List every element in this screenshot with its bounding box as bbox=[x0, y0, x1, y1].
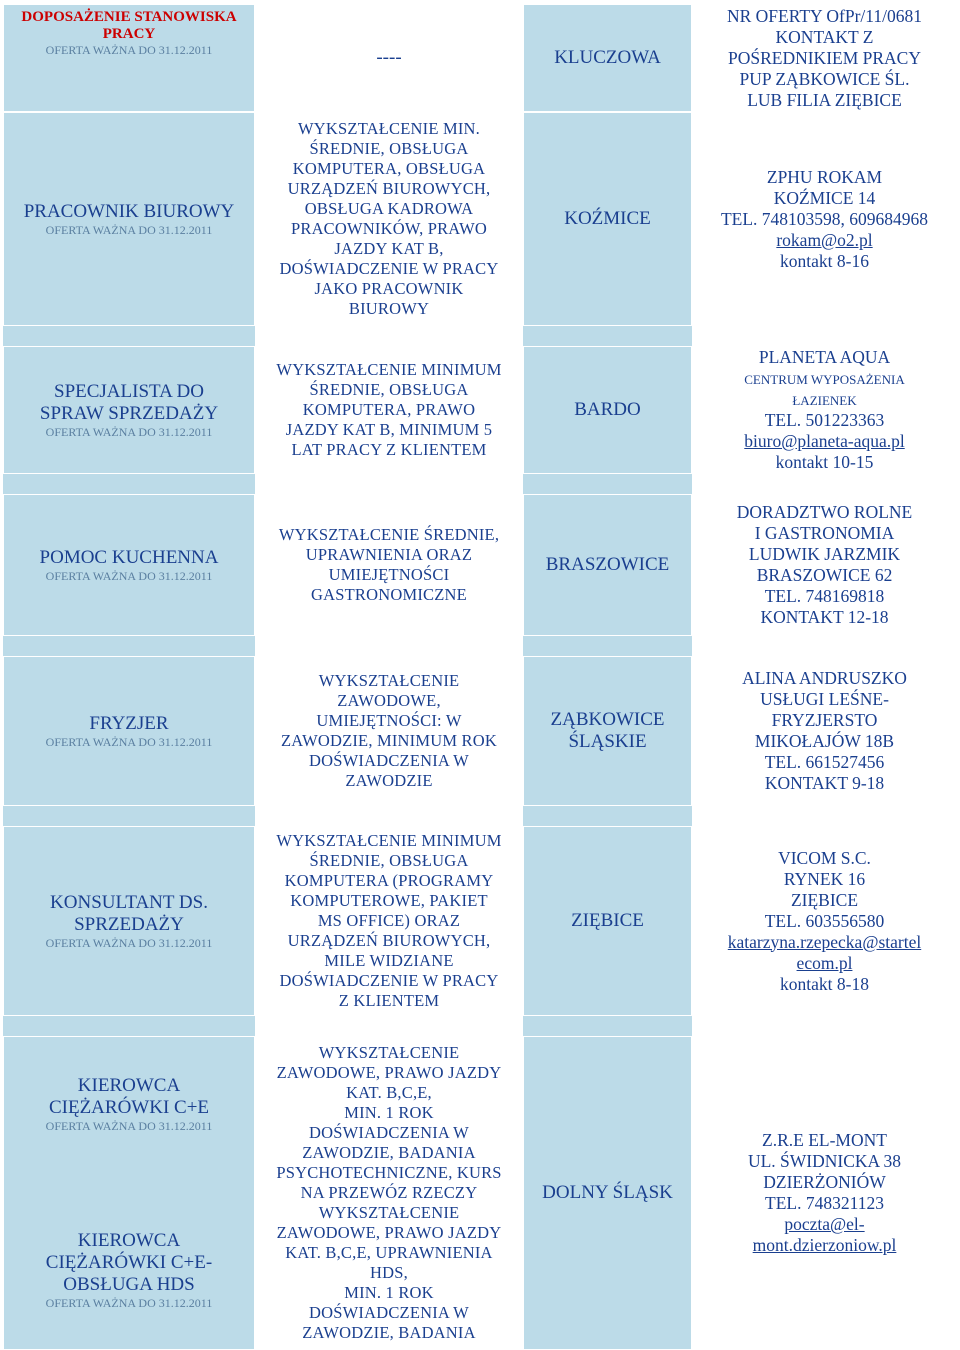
contact-subtitle bbox=[695, 389, 954, 410]
email-text[interactable]: biuro@planeta-aqua.pl bbox=[744, 431, 905, 451]
offer-row bbox=[3, 1036, 957, 1350]
location-name: ZIĘBICE bbox=[571, 910, 644, 931]
contact-line: FRYZJERSTO bbox=[771, 710, 878, 730]
header-row bbox=[3, 4, 957, 112]
position-title: KONSULTANT DS. bbox=[50, 891, 208, 913]
offer-row bbox=[3, 656, 957, 806]
requirement-line: WYKSZTAŁCENIE bbox=[318, 671, 460, 690]
contact-line: VICOM S.C. bbox=[778, 847, 871, 868]
location-name: ŚLĄSKIE bbox=[568, 731, 647, 752]
email-text[interactable]: rokam@o2.pl bbox=[776, 229, 873, 250]
contact-subtitle-text: ŁAZIENEK bbox=[792, 393, 857, 408]
row-separator bbox=[3, 474, 957, 494]
contact-line: Z.R.E EL-MONT bbox=[762, 1130, 887, 1150]
requirement-line: KOMPUTEROWE, PAKIET bbox=[290, 891, 488, 910]
contact-line: PLANETA AQUA bbox=[758, 347, 891, 367]
requirement-line: MILE WIDZIANE bbox=[324, 951, 454, 970]
position-title: OBSŁUGA HDS bbox=[63, 1274, 195, 1295]
contact-hours: kontakt 8-18 bbox=[780, 973, 869, 994]
requirement-line: KOMPUTERA, PRAWO bbox=[302, 400, 476, 419]
row-separator bbox=[3, 326, 957, 346]
requirement-line: JAZDY KAT B, MINIMUM 5 bbox=[285, 420, 493, 439]
separator-cell bbox=[3, 806, 255, 826]
requirement-line: GASTRONOMICZNE bbox=[311, 585, 467, 604]
offer-number: NR OFERTY OfPr/11/0681 bbox=[726, 5, 923, 26]
separator-cell bbox=[523, 1016, 692, 1036]
requirement-line: PRACOWNIKÓW, PRAWO bbox=[290, 219, 487, 238]
validity-note: OFERTA WAŻNA DO 31.12.2011 bbox=[45, 568, 213, 583]
requirements-cell bbox=[255, 112, 523, 326]
contact-line: TEL. 661527456 bbox=[764, 752, 885, 772]
requirement-line: DOŚWIADCZENIE W PRACY bbox=[279, 259, 499, 278]
position-title: KIEROWCA bbox=[77, 1075, 181, 1096]
contact-line: LUB FILIA ZIĘBICE bbox=[747, 89, 902, 110]
contact-line: ALINA ANDRUSZKO bbox=[742, 668, 907, 688]
contact-line: KONTAKT 12-18 bbox=[760, 607, 889, 627]
email-link[interactable] bbox=[695, 1214, 954, 1256]
email-text[interactable]: ecom.pl bbox=[796, 952, 853, 973]
header-location: KLUCZOWA bbox=[554, 47, 661, 68]
contact-hours: kontakt 8-16 bbox=[780, 250, 869, 271]
requirement-line: WYKSZTAŁCENIE MINIMUM bbox=[276, 360, 502, 379]
contact-cell bbox=[692, 494, 957, 636]
contact-line: MIKOŁAJÓW 18B bbox=[754, 731, 895, 751]
position-cell bbox=[3, 656, 255, 806]
validity-note: OFERTA WAŻNA DO 31.12.2011 bbox=[45, 222, 213, 237]
contact-line: PUP ZĄBKOWICE ŚL. bbox=[739, 68, 910, 89]
separator-cell bbox=[692, 326, 957, 346]
contact-line: TEL. 748103598, 609684968 bbox=[720, 208, 929, 229]
requirement-line: ZAWODOWE, PRAWO JAZDY bbox=[276, 1063, 502, 1082]
position-title: SPECJALISTA DO bbox=[54, 380, 204, 402]
header-location-cell bbox=[523, 4, 692, 112]
requirements-cell bbox=[255, 346, 523, 474]
requirement-line: WYKSZTAŁCENIE ŚREDNIE, bbox=[278, 525, 500, 544]
separator-cell bbox=[3, 474, 255, 494]
requirements-cell bbox=[255, 1036, 523, 1350]
separator-cell bbox=[3, 636, 255, 656]
contact-line: UL. ŚWIDNICKA 38 bbox=[747, 1151, 902, 1171]
header-requirements-cell bbox=[255, 4, 523, 112]
requirement-line: ŚREDNIE, OBSŁUGA bbox=[309, 851, 469, 870]
contact-line: ZIĘBICE bbox=[790, 889, 859, 910]
email-text[interactable]: katarzyna.rzepecka@startel bbox=[727, 931, 922, 952]
contact-line: TEL. 748321123 bbox=[765, 1193, 884, 1213]
requirement-line: DOŚWIADCZENIE W PRACY bbox=[279, 971, 499, 990]
requirement-line: WYKSZTAŁCENIE MIN. bbox=[298, 119, 480, 138]
offer-row bbox=[3, 346, 957, 474]
requirement-line: URZĄDZEŃ BIUROWYCH, bbox=[287, 931, 491, 950]
location-name: BARDO bbox=[574, 399, 641, 420]
position-title: CIĘŻARÓWKI C+E- bbox=[45, 1252, 213, 1273]
requirement-line: URZĄDZEŃ BIUROWYCH, bbox=[287, 179, 491, 198]
requirement-line: ZAWODZIE, BADANIA bbox=[302, 1323, 476, 1342]
position-block bbox=[6, 1075, 252, 1134]
requirement-line: ZAWODOWE, PRAWO JAZDY bbox=[276, 1223, 502, 1242]
position-cell bbox=[3, 112, 255, 326]
requirement-line: OBSŁUGA KADROWA bbox=[304, 199, 474, 218]
job-offers-table bbox=[3, 4, 957, 1350]
requirement-line: WYKSZTAŁCENIE MINIMUM bbox=[276, 831, 502, 850]
position-title: FRYZJER bbox=[89, 712, 169, 734]
requirements-cell bbox=[255, 494, 523, 636]
position-block bbox=[6, 381, 252, 440]
position-block bbox=[6, 892, 252, 951]
requirement-line: PSYCHOTECHNICZNE, KURS bbox=[276, 1163, 502, 1182]
contact-line: KOŹMICE 14 bbox=[773, 187, 876, 208]
requirement-line: ZAWODZIE, MINIMUM ROK bbox=[281, 731, 497, 750]
email-text[interactable]: poczta@el- bbox=[784, 1214, 865, 1234]
contact-line: LUDWIK JARZMIK bbox=[748, 544, 901, 564]
header-contact-cell bbox=[692, 4, 957, 112]
requirement-line: MS OFFICE) ORAZ bbox=[317, 911, 461, 930]
separator-cell bbox=[523, 326, 692, 346]
offer-row bbox=[3, 112, 957, 326]
requirement-line: UMIEJĘTNOŚCI: W bbox=[316, 711, 462, 730]
row-separator bbox=[3, 806, 957, 826]
position-block bbox=[6, 713, 252, 750]
contact-line: BRASZOWICE 62 bbox=[756, 565, 893, 585]
position-cell bbox=[3, 346, 255, 474]
requirement-line: Z KLIENTEM bbox=[338, 991, 440, 1010]
email-link[interactable] bbox=[695, 431, 954, 452]
position-cell bbox=[3, 1036, 255, 1350]
location-cell bbox=[523, 112, 692, 326]
position-title: SPRZEDAŻY bbox=[74, 913, 184, 935]
row-separator bbox=[3, 636, 957, 656]
location-name: DOLNY ŚLĄSK bbox=[542, 1182, 673, 1203]
requirements-cell bbox=[255, 826, 523, 1016]
contact-line: TEL. 501223363 bbox=[764, 410, 885, 430]
separator-cell bbox=[692, 474, 957, 494]
position-cell bbox=[3, 826, 255, 1016]
validity-note: OFERTA WAŻNA DO 31.12.2011 bbox=[45, 1119, 213, 1133]
contact-cell bbox=[692, 112, 957, 326]
requirement-line: ŚREDNIE, OBSŁUGA bbox=[309, 139, 469, 158]
header-requirements: ---- bbox=[376, 47, 402, 68]
requirement-line: NA PRZEWÓZ RZECZY bbox=[300, 1183, 478, 1202]
requirement-line: DOŚWIADCZENIA W bbox=[309, 751, 469, 770]
requirement-line: DOŚWIADCZENIA W bbox=[309, 1123, 469, 1142]
validity-note: OFERTA WAŻNA DO 31.12.2011 bbox=[45, 424, 213, 439]
requirement-line: BIUROWY bbox=[348, 299, 430, 318]
position-block bbox=[6, 547, 252, 584]
separator-cell bbox=[523, 474, 692, 494]
contact-line: DORADZTWO ROLNE bbox=[736, 502, 913, 522]
contact-subtitle bbox=[695, 368, 954, 389]
position-title: CIĘŻARÓWKI C+E bbox=[48, 1097, 210, 1118]
requirement-line: HDS, bbox=[370, 1263, 408, 1282]
requirement-line: JAKO PRACOWNIK bbox=[314, 279, 464, 298]
requirement-line: KOMPUTERA, OBSŁUGA bbox=[292, 159, 486, 178]
requirement-line: LAT PRACY Z KLIENTEM bbox=[291, 440, 487, 459]
contact-subtitle-text: CENTRUM WYPOSAŻENIA bbox=[744, 372, 905, 387]
separator-cell bbox=[692, 1016, 957, 1036]
requirement-line: DOŚWIADCZENIA W bbox=[309, 1303, 469, 1322]
location-cell bbox=[523, 826, 692, 1016]
contact-line: TEL. 748169818 bbox=[764, 586, 885, 606]
location-cell bbox=[523, 494, 692, 636]
contact-line: POŚREDNIKIEM PRACY bbox=[727, 47, 921, 68]
contact-line: KONTAKT 9-18 bbox=[764, 773, 885, 793]
email-text[interactable]: mont.dzierzoniow.pl bbox=[752, 1235, 897, 1255]
location-cell bbox=[523, 346, 692, 474]
contact-line: KONTAKT Z bbox=[775, 26, 874, 47]
separator-cell bbox=[523, 806, 692, 826]
validity-note: OFERTA WAŻNA DO 31.12.2011 bbox=[45, 734, 213, 749]
location-cell bbox=[523, 1036, 692, 1350]
requirement-line: WYKSZTAŁCENIE bbox=[318, 1203, 460, 1222]
position-block bbox=[6, 201, 252, 238]
position-title: KIEROWCA bbox=[77, 1230, 181, 1251]
position-title: POMOC KUCHENNA bbox=[39, 546, 219, 568]
separator-cell bbox=[692, 806, 957, 826]
offer-row bbox=[3, 494, 957, 636]
separator-cell bbox=[255, 1016, 523, 1036]
offer-row bbox=[3, 826, 957, 1016]
location-name: KOŹMICE bbox=[564, 208, 651, 229]
contact-hours: kontakt 10-15 bbox=[775, 452, 874, 472]
contact-line: DZIERŻONIÓW bbox=[763, 1172, 886, 1192]
requirement-line: MIN. 1 ROK bbox=[344, 1103, 434, 1122]
contact-line: I GASTRONOMIA bbox=[754, 523, 895, 543]
position-cell bbox=[3, 494, 255, 636]
requirement-line: KAT. B,C,E, bbox=[346, 1083, 432, 1102]
contact-cell bbox=[692, 826, 957, 1016]
location-cell bbox=[523, 656, 692, 806]
header-title-cell bbox=[3, 4, 255, 112]
requirement-line: MIN. 1 ROK bbox=[344, 1283, 434, 1302]
validity-note: OFERTA WAŻNA DO 31.12.2011 bbox=[45, 1296, 213, 1310]
location-name: BRASZOWICE bbox=[545, 554, 670, 575]
separator-cell bbox=[3, 1016, 255, 1036]
row-separator bbox=[3, 1016, 957, 1036]
position-title: SPRAW SPRZEDAŻY bbox=[39, 402, 219, 424]
requirement-line: KAT. B,C,E, UPRAWNIENIA bbox=[285, 1243, 493, 1262]
requirement-line: ŚREDNIE, OBSŁUGA bbox=[309, 380, 469, 399]
requirement-line: KOMPUTERA (PROGRAMY bbox=[284, 871, 494, 890]
requirement-line: ZAWODOWE, bbox=[337, 691, 441, 710]
location-name: ZĄBKOWICE bbox=[550, 709, 665, 730]
requirement-line: ZAWODZIE, BADANIA bbox=[302, 1143, 476, 1162]
contact-line: USŁUGI LEŚNE- bbox=[760, 689, 889, 709]
contact-cell bbox=[692, 656, 957, 806]
requirement-line: ZAWODZIE bbox=[345, 771, 433, 790]
requirement-line: UMIEJĘTNOŚCI bbox=[328, 565, 450, 584]
contact-cell bbox=[692, 1036, 957, 1350]
separator-cell bbox=[255, 326, 523, 346]
separator-cell bbox=[3, 326, 255, 346]
contact-cell bbox=[692, 346, 957, 474]
contact-line: TEL. 603556580 bbox=[764, 910, 885, 931]
separator-cell bbox=[692, 636, 957, 656]
contact-line: RYNEK 16 bbox=[783, 868, 866, 889]
separator-cell bbox=[255, 636, 523, 656]
email-link[interactable] bbox=[695, 230, 954, 251]
requirements-cell bbox=[255, 656, 523, 806]
separator-cell bbox=[255, 474, 523, 494]
requirement-line: UPRAWNIENIA ORAZ bbox=[305, 545, 473, 564]
separator-cell bbox=[255, 806, 523, 826]
requirement-line: WYKSZTAŁCENIE bbox=[318, 1043, 460, 1062]
position-block bbox=[6, 1230, 252, 1311]
requirement-line: JAZDY KAT B, bbox=[334, 239, 444, 258]
header-validity: OFERTA WAŻNA DO 31.12.2011 bbox=[45, 43, 213, 57]
position-title: PRACOWNIK BIUROWY bbox=[23, 200, 235, 222]
contact-line: ZPHU ROKAM bbox=[766, 166, 883, 187]
separator-cell bbox=[523, 636, 692, 656]
email-link[interactable] bbox=[695, 932, 954, 974]
header-title: DOPOSAŻENIE STANOWISKA PRACY bbox=[21, 9, 237, 42]
validity-note: OFERTA WAŻNA DO 31.12.2011 bbox=[45, 935, 213, 950]
